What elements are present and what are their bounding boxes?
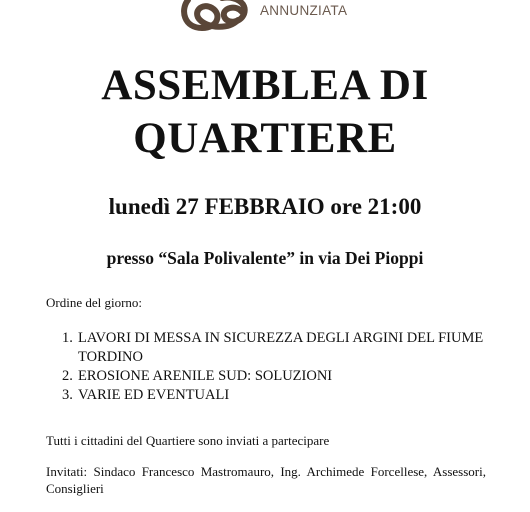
- agenda-item-text: VARIE ED EVENTUALI: [78, 387, 230, 403]
- quartiere-logo: [178, 0, 368, 36]
- title-line2: QUARTIERE: [133, 115, 397, 162]
- agenda-item-number: 2.: [62, 368, 73, 384]
- agenda-item-text: EROSIONE ARENILE SUD: SOLUZIONI: [78, 368, 333, 384]
- agenda-item-text: LAVORI DI MESSA IN SICUREZZA DEGLI ARGINI DEL FIUME TORDINO: [78, 330, 484, 365]
- agenda-item: [62, 386, 502, 405]
- agenda-item: [62, 329, 502, 367]
- guests-list: Invitati: Sindaco Francesco Mastromauro, Ing. Archimede Forcellese, Assessori, Consiglieri: [46, 464, 486, 496]
- title-line1: ASSEMBLEA DI: [101, 62, 429, 109]
- meeting-location: presso “Sala Polivalente” in via Dei Pioppi: [106, 248, 424, 268]
- agenda-item: [62, 367, 502, 386]
- agenda-list: [62, 329, 502, 405]
- agenda-heading: Ordine del giorno:: [46, 295, 143, 310]
- invitation-note: Tutti i cittadini del Quartiere sono inviati a partecipare: [46, 433, 330, 448]
- meeting-datetime: lunedì 27 FEBBRAIO ore 21:00: [108, 194, 422, 219]
- logo-mark-icon: [178, 0, 256, 36]
- agenda-item-number: 1.: [62, 330, 73, 346]
- logo-text-line2: ANNUNZIATA: [260, 3, 348, 18]
- agenda-item-number: 3.: [62, 387, 73, 403]
